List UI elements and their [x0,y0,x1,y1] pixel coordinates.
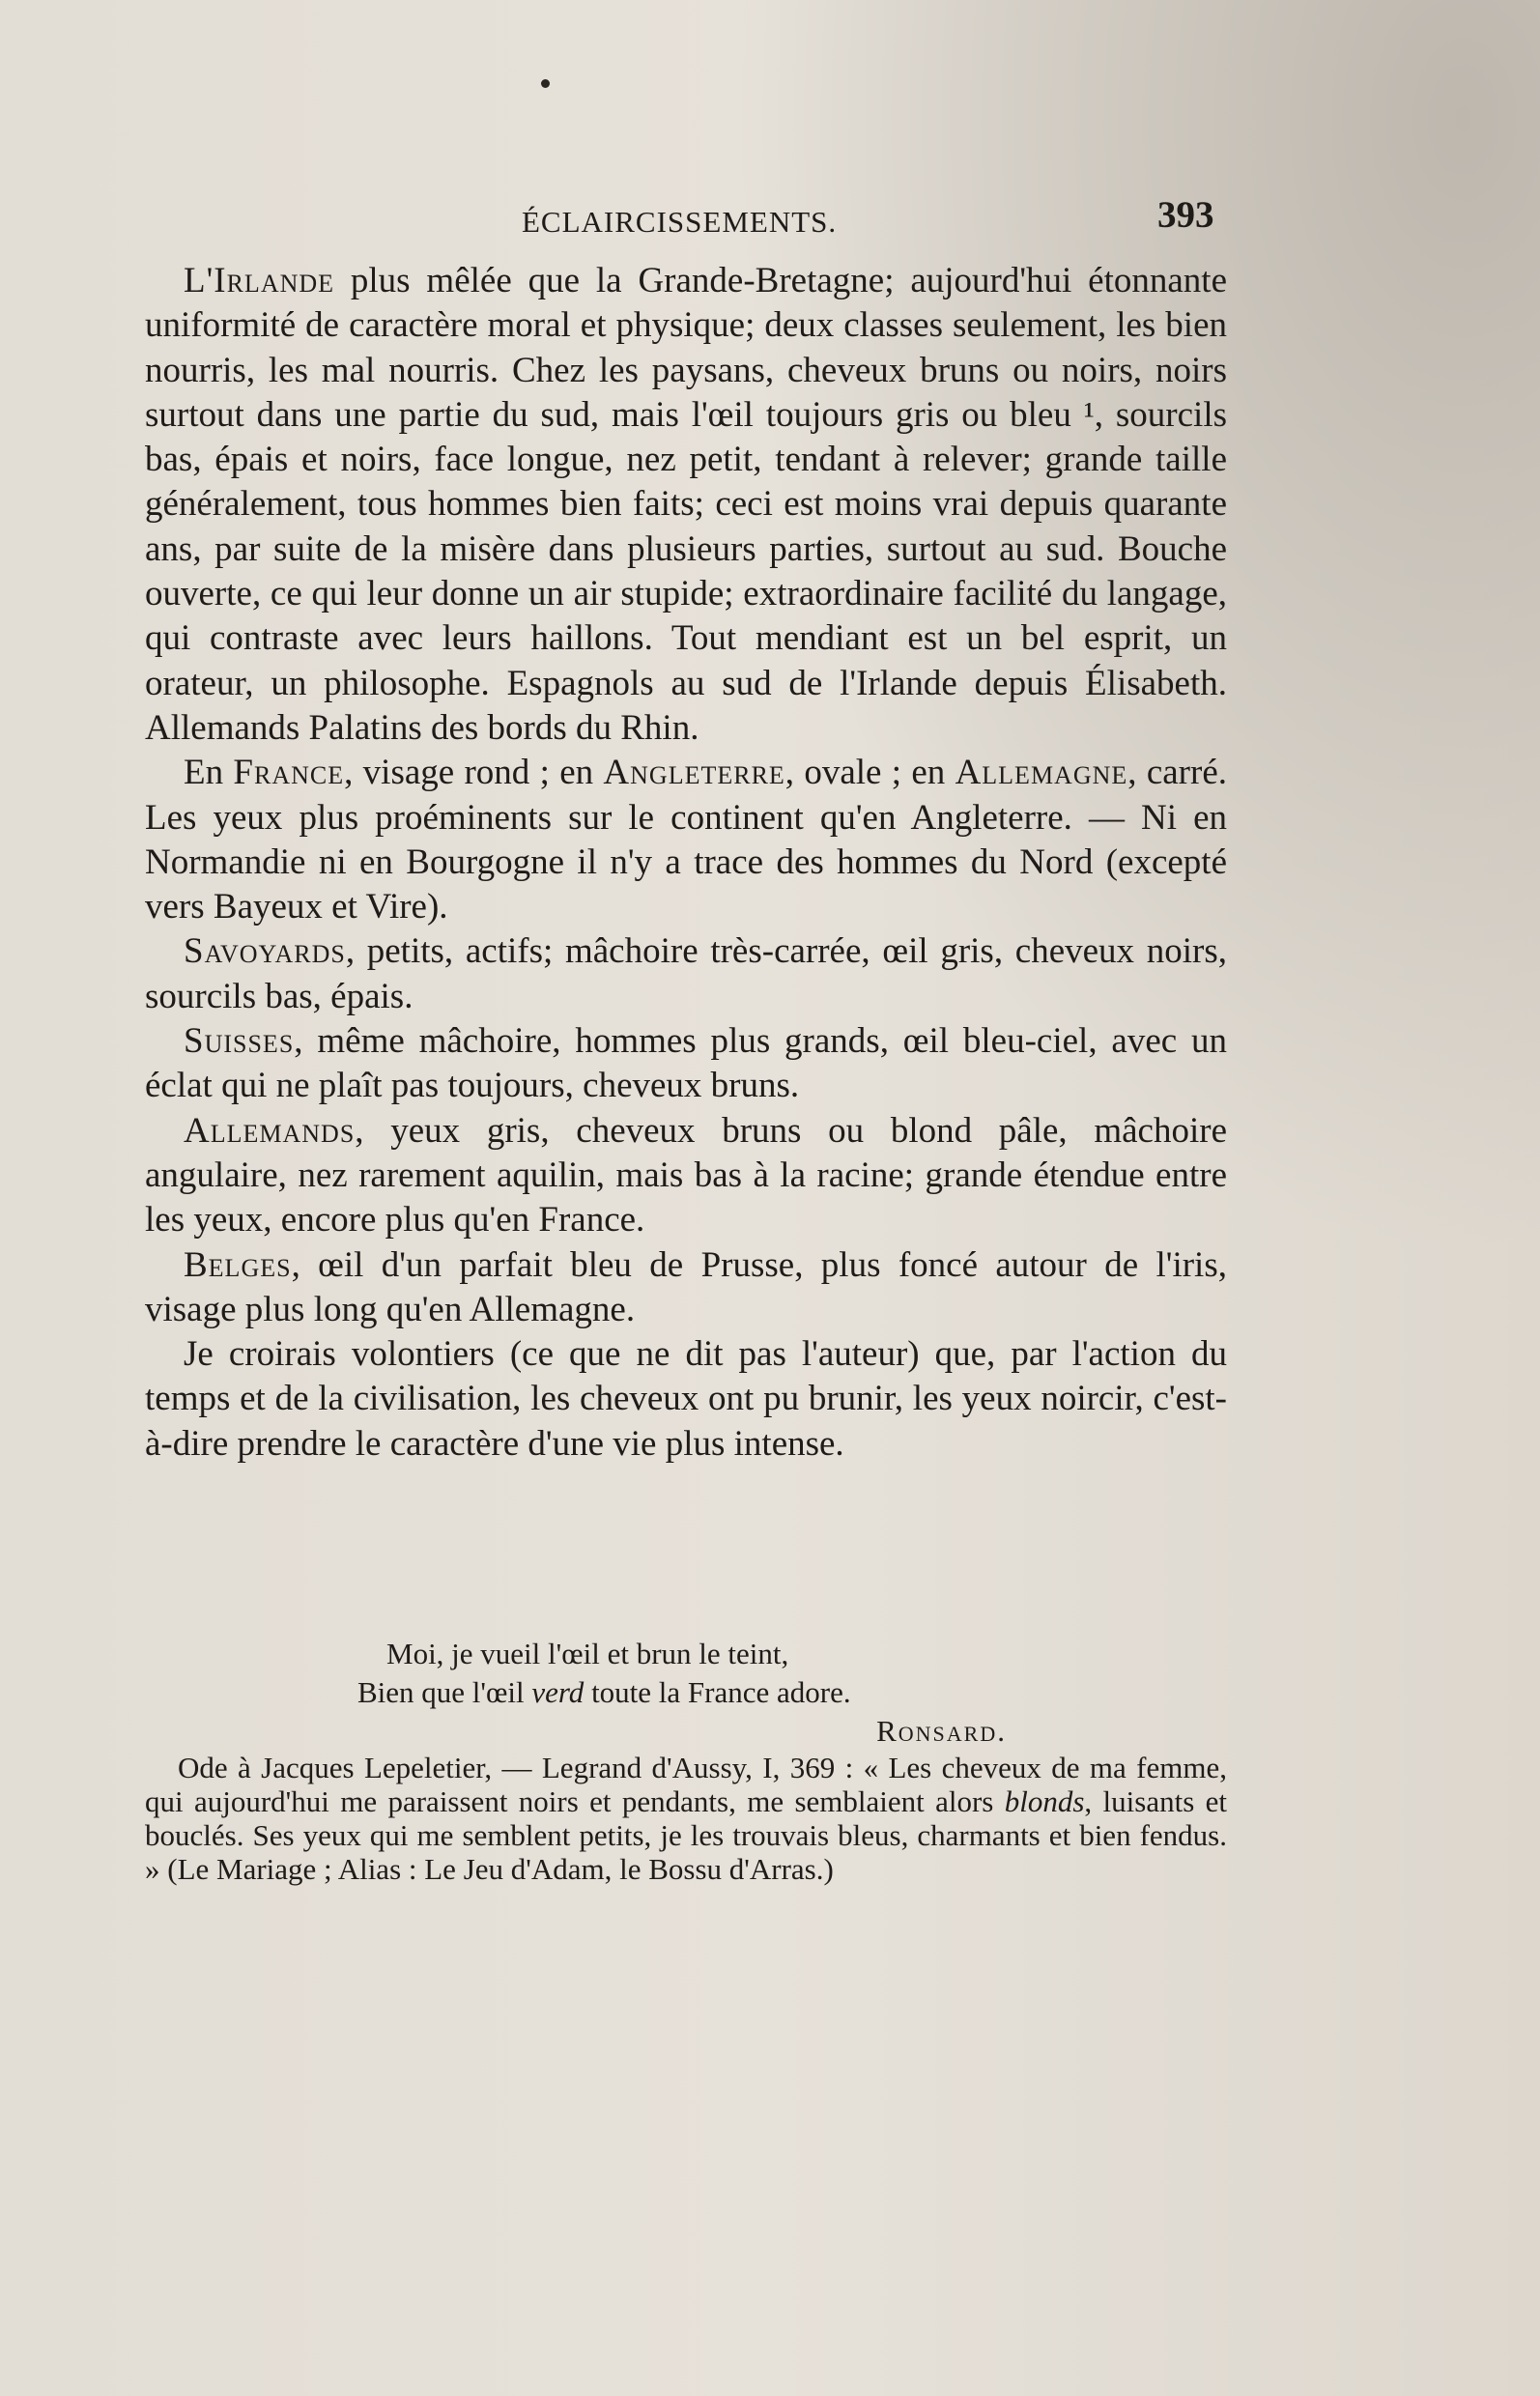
verse-line: Moi, je vueil l'œil et brun le teint, [386,1637,789,1670]
lead-word: Savoyards [184,931,346,972]
paragraph-text: , même mâchoire, hommes plus grands, œil bleu-ciel, avec un éclat qui ne plaît pas toujours, cheveux bruns. [145,1021,1227,1106]
paragraph-text: , œil d'un parfait bleu de Prusse, plus foncé autour de l'iris, visage plus long qu'en Allemagne. [145,1244,1227,1329]
paragraph-suisses [145,1019,1227,1109]
lead-word: Angleterre [603,753,785,793]
verse-attribution: Ronsard. [876,1714,1007,1748]
paragraph-savoyards [145,929,1227,1019]
lead-word: France [233,753,345,793]
paragraph-text: , carré. Les yeux plus proéminents sur le continent qu'en Angleterre. — Ni en Normandie ni en Bourgogne il n'y a trace des hommes du Nord (excepté vers Bayeux et Vire). [145,753,1227,927]
paragraph-allemands [145,1109,1227,1243]
running-head [145,193,1227,251]
footnote-text: , luisants et bouclés. Ses yeux qui me semblent petits, je les trouvais bleus, charmants et bien fendus. » (Le Mariage ; Alias : Le Jeu d'Adam, le Bossu d'Arras.) [145,1784,1227,1886]
paragraph-text: , petits, actifs; mâchoire très-carrée, œil gris, cheveux noirs, sourcils bas, épais. [145,931,1227,1016]
verse-line [357,1673,1034,1712]
paragraph-text: plus mêlée que la Grande-Bretagne; aujourd'hui étonnante uniformité de caractère moral et physique; deux classes seulement, les bien nourris, les mal nourris. Chez les paysans, cheveux bruns ou noirs, noirs surtout dans une partie du sud, mais l'œil toujours gris ou bleu ¹, sourcils bas, épais et noirs, face longue, nez petit, tendant à relever; grande taille généralement, tous hommes bien faits; ceci est moins vrai depuis quarante ans, par suite de la misère dans plusieurs parties, surtout au sud. Bouche ouverte, ce qui leur donne un air stupide; extraordinaire facilité du langage, qui contraste avec leurs haillons. Tout mendiant est un bel esprit, un orateur, un philosophe. Espagnols au sud de l'Irlande depuis Élisabeth. Allemands Palatins des bords du Rhin. [145,261,1227,748]
lead-word: Suisses [184,1021,295,1062]
paragraph-text: Je croirais volontiers (ce que ne dit pas l'auteur) que, par l'action du temps et de la civilisation, les cheveux ont pu brunir, les yeux noircir, c'est-à-dire prendre le caractère d'une vie plus intense. [145,1334,1227,1464]
paragraph-irlande [145,259,1227,751]
footnote-text: Ode à Jacques Lepeletier, — Legrand d'Aussy, I, 369 : « Les cheveux de ma femme, qui aujourd'hui me paraissent noirs et pendants, me semblaient alors [145,1751,1227,1818]
paragraph-text: En [184,753,234,793]
verse-emphasis: verd [531,1675,585,1709]
footnote-emphasis: blonds [1004,1784,1085,1818]
verse-text: Bien que l'œil [357,1675,532,1709]
lead-word: Allemagne [955,753,1128,793]
verse-text: toute la France adore. [584,1675,851,1709]
verse-quote [357,1635,1034,1751]
paragraph-conclusion [145,1332,1227,1467]
lead-word: Belges [184,1244,292,1285]
paragraph-text: , visage rond ; en [344,753,604,793]
lead-word: L'Irlande [184,261,335,300]
running-title: ÉCLAIRCISSEMENTS. [522,205,838,239]
page-number: 393 [1157,194,1214,236]
footnote [145,1751,1227,1886]
body-text [145,259,1227,1467]
ink-dot [541,79,550,88]
lead-word: Allemands [184,1110,356,1151]
paragraph-text: , yeux gris, cheveux bruns ou blond pâle, mâchoire angulaire, nez rarement aquilin, mais bas à la racine; grande étendue entre les yeux, encore plus qu'en France. [145,1110,1227,1241]
paragraph-text: , ovale ; en [784,753,955,793]
paragraph-france [145,751,1227,929]
paragraph-belges [145,1243,1227,1333]
